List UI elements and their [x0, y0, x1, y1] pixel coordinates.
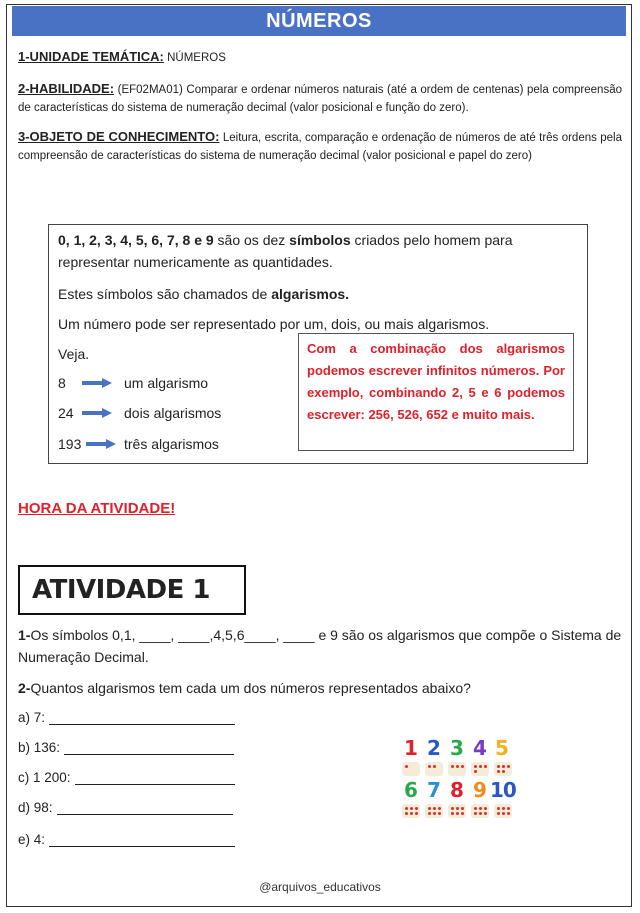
dice-dot: [433, 807, 436, 810]
dice-dot: [474, 765, 477, 768]
example-number: 193: [58, 436, 82, 452]
dice-cell: [494, 762, 512, 776]
answer-item: [18, 800, 233, 815]
info-line-4: Um número pode ser representado por um, dois, ou mais algarismos.: [58, 316, 490, 332]
algarismos-word: algarismos.: [271, 286, 350, 302]
question-1: [18, 624, 628, 668]
question-number: 1-: [18, 627, 31, 643]
footer-credit: @arquivos_educativos: [259, 880, 381, 894]
dice-dot: [502, 765, 505, 768]
digit-8: 8: [450, 778, 464, 802]
objeto-text: Leitura, escrita, comparação e ordenação de números de até três ordens pela compreensão de características do sistema de numeração decimal (valor posicional e papel do zero): [18, 132, 622, 162]
dice-dot: [410, 807, 413, 810]
dice-dot: [438, 807, 441, 810]
dice-dot: [461, 765, 464, 768]
dice-cell: [402, 804, 420, 818]
info-text: Estes símbolos são chamados de: [58, 286, 272, 302]
hora-da-atividade: HORA DA ATIVIDADE!: [18, 500, 176, 517]
arrow-right-icon: [82, 408, 112, 418]
dice-cell: [402, 762, 420, 776]
dice-dot: [484, 812, 487, 815]
habilidade-text: (EF02MA01) Comparar e ordenar números naturais (até a ordem de centenas) pela compreensão de características do sistema de numeração decimal (valor posicional e função do zero).: [18, 84, 622, 114]
answer-label: d) 98:: [18, 800, 53, 815]
dice-dot: [497, 807, 500, 810]
dice-cell: [471, 804, 489, 818]
example-number: 8: [58, 375, 66, 391]
dice-dot: [497, 812, 500, 815]
dice-dot: [428, 812, 431, 815]
digit-2: 2: [427, 736, 441, 760]
answer-line[interactable]: [75, 770, 235, 785]
digits-list: 0, 1, 2, 3, 4, 5, 6, 7, 8 e 9: [58, 232, 214, 248]
dice-dot: [415, 807, 418, 810]
dice-cell: [448, 762, 466, 776]
question-number: 2-: [18, 680, 31, 696]
simbolos-word: símbolos: [289, 232, 351, 248]
dice-cell: [448, 804, 466, 818]
dice-dot: [479, 765, 482, 768]
question-2: [18, 677, 628, 699]
dice-dot: [456, 765, 459, 768]
arrow-right-icon: [82, 378, 112, 388]
habilidade-line: [18, 80, 622, 117]
answer-label: a) 7:: [18, 710, 46, 725]
digit-9: 9: [473, 778, 487, 802]
dice-dot: [502, 807, 505, 810]
combination-note: Com a combinação dos algarismos podemos escrever infinitos números. Por exemplo, combinando 2, 5 e 6 podemos escrever: 256, 526, 652 e muito mais.: [298, 333, 574, 451]
dice-dot: [456, 807, 459, 810]
dice-dot: [502, 770, 505, 773]
answer-item: [18, 770, 235, 785]
dice-dot: [415, 812, 418, 815]
answer-line[interactable]: [49, 710, 235, 725]
dice-dot: [438, 812, 441, 815]
dice-dot: [507, 807, 510, 810]
info-text: são os dez: [213, 232, 290, 248]
dice-dot: [428, 807, 431, 810]
dice-cell: [471, 762, 489, 776]
example-desc: dois algarismos: [124, 405, 222, 421]
dice-dot: [474, 812, 477, 815]
info-line-1: [58, 230, 513, 250]
dice-dot: [484, 807, 487, 810]
dice-dot: [502, 812, 505, 815]
dice-cell: [425, 762, 443, 776]
digit-1: 1: [404, 736, 418, 760]
dice-cell: [425, 804, 443, 818]
digit-3: 3: [450, 736, 464, 760]
digit-7: 7: [427, 778, 441, 802]
answer-line[interactable]: [49, 832, 235, 847]
atividade-title: ATIVIDADE 1: [18, 565, 246, 615]
dice-dot: [461, 812, 464, 815]
question-text: Os símbolos 0,1, ____, ____,4,5,6____, ____ e 9 são os algarismos que compõe o Sistema de Numeração Decimal.: [18, 627, 622, 665]
dice-dot: [405, 812, 408, 815]
habilidade-label: 2-HABILIDADE:: [18, 81, 115, 96]
answer-label: e) 4:: [18, 832, 46, 847]
dice-dot: [451, 807, 454, 810]
example-number: 24: [58, 405, 74, 421]
unidade-label: 1-UNIDADE TEMÁTICA:: [18, 49, 164, 64]
dice-dot: [405, 765, 408, 768]
dice-dot: [474, 807, 477, 810]
dice-dot: [433, 765, 436, 768]
numbers-illustration: [400, 736, 520, 826]
dice-dot: [410, 812, 413, 815]
veja-label: Veja.: [58, 346, 90, 362]
answer-label: b) 136:: [18, 740, 61, 755]
answer-line[interactable]: [57, 800, 233, 815]
unidade-line: [18, 48, 622, 67]
answer-label: c) 1 200:: [18, 770, 71, 785]
digit-4: 4: [473, 736, 487, 760]
dice-dot: [497, 765, 500, 768]
objeto-label: 3-OBJETO DE CONHECIMENTO:: [18, 129, 220, 144]
dice-cell: [494, 804, 512, 818]
dice-dot: [451, 765, 454, 768]
answer-item: [18, 832, 235, 847]
dice-dot: [479, 807, 482, 810]
question-text: Quantos algarismos tem cada um dos números representados abaixo?: [30, 680, 471, 696]
dice-dot: [451, 812, 454, 815]
arrow-right-icon: [86, 439, 116, 449]
page-title: NÚMEROS: [12, 6, 626, 36]
unidade-value: NÚMEROS: [167, 52, 226, 64]
dice-dot: [461, 807, 464, 810]
example-desc: três algarismos: [124, 436, 219, 452]
dice-dot: [479, 812, 482, 815]
dice-dot: [456, 812, 459, 815]
digit-5: 5: [495, 736, 509, 760]
dice-dot: [507, 812, 510, 815]
info-line-3: [58, 284, 349, 304]
answer-item: [18, 740, 234, 755]
digit-6: 6: [404, 778, 418, 802]
info-line-2: representar numericamente as quantidades.: [58, 254, 333, 270]
info-text: criados pelo homem para: [350, 232, 513, 248]
example-desc: um algarismo: [124, 375, 209, 391]
dice-dot: [497, 770, 500, 773]
digit-10: 10: [490, 778, 516, 802]
answer-item: [18, 710, 235, 725]
dice-dot: [474, 770, 477, 773]
dice-dot: [507, 765, 510, 768]
objeto-line: [18, 128, 622, 165]
dice-dot: [428, 765, 431, 768]
dice-dot: [484, 765, 487, 768]
dice-dot: [405, 807, 408, 810]
answer-line[interactable]: [64, 740, 234, 755]
dice-dot: [433, 812, 436, 815]
